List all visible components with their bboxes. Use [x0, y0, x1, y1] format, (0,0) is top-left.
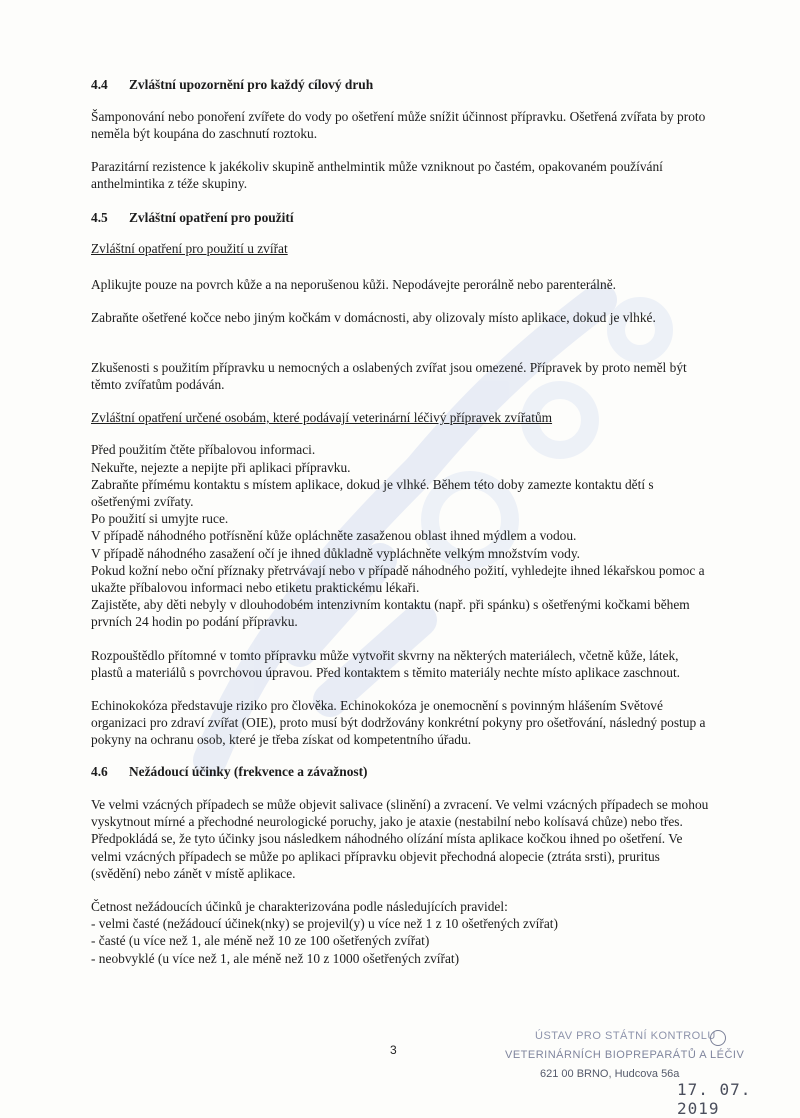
instruction-line: Po použití si umyjte ruce.	[91, 511, 229, 527]
frequency-item: - neobvyklé (u více než 1, ale méně než 10 z 1000 ošetřených zvířat)	[91, 950, 460, 966]
instruction-line: Zajistěte, aby děti nebyly v dlouhodobém intenzivním kontaktu (např. při spánku) s ošetřenými kočkami během prvních 24 hodin po podání přípravku.	[91, 597, 690, 630]
official-stamp	[505, 1030, 795, 1118]
paragraph: Parazitární rezistence k jakékoliv skupině anthelmintik může vzniknout po častém, opakovaném používání anthelmintika z téže skupiny.	[91, 158, 663, 191]
instruction-line: Před použitím čtěte příbalovou informaci.	[91, 442, 316, 458]
section-number: 4.5	[91, 210, 108, 226]
paragraph: Echinokokóza představuje riziko pro člověka. Echinokokóza je onemocnění s povinným hlášením Světové organizaci pro zdraví zvířat (OIE), proto musí být dodržovány konkrétní pokyny pro ošetřování, následný postup a pokyny na ochranu osob, které je třeba získat od kompetentního úřadu.	[91, 698, 706, 748]
section-number: 4.6	[91, 763, 108, 779]
section-4-6-heading	[91, 763, 711, 780]
section-title: Nežádoucí účinky (frekvence a závažnost)	[129, 763, 368, 779]
instruction-line: V případě náhodného zasažení očí je ihned důkladně vypláchněte velkým množstvím vody.	[91, 545, 580, 561]
section-4-5-heading	[91, 209, 711, 226]
frequency-intro: Četnost nežádoucích účinků je charakterizována podle následujících pravidel:	[91, 898, 508, 914]
stamp-emblem-icon	[710, 1030, 726, 1046]
document-body	[91, 76, 711, 967]
subheading-persons: Zvláštní opatření určené osobám, které podávají veterinární léčivý přípravek zvířatům	[91, 410, 553, 426]
section-number: 4.4	[91, 77, 108, 92]
section-title: Zvláštní upozornění pro každý cílový druh	[129, 77, 374, 92]
paragraph: Šamponování nebo ponoření zvířete do vody po ošetření může snížit účinnost přípravku. Ošetřená zvířata by proto neměla být koupána do zaschnutí roztoku.	[91, 109, 706, 142]
frequency-item: - velmi časté (nežádoucí účinek(nky) se projevil(y) u více než 1 z 10 ošetřených zvířat)	[91, 916, 558, 932]
instruction-line: Nekuřte, nejezte a nepijte při aplikaci přípravku.	[91, 459, 351, 475]
stamp-date: 17. 07. 2019	[677, 1080, 752, 1118]
subheading-animals: Zvláštní opatření pro použití u zvířat	[91, 241, 288, 257]
person-instructions	[91, 441, 711, 630]
paragraph: Rozpouštědlo přítomné v tomto přípravku může vytvořit skvrny na některých materiálech, včetně kůže, látek, plastů a materiálů s povrchovou úpravou. Před kontaktem s těmito materiály nechte místo aplikace zaschnout.	[91, 647, 681, 680]
paragraph: Zabraňte ošetřené kočce nebo jiným kočkám v domácnosti, aby olizovaly místo aplikace, dokud je vlhké.	[91, 309, 656, 325]
stamp-address: 621 00 BRNO, Hudcova 56a	[540, 1068, 680, 1080]
paragraph: Ve velmi vzácných případech se může objevit salivace (slinění) a zvracení. Ve velmi vzácných případech se mohou vyskytnout mírné a přechodné neurologické poruchy, jako je ataxie (nestabilní nebo kolísavá chůze) nebo třes. Předpokládá se, že tyto účinky jsou následkem náhodného olízání místa aplikace kočkou ihned po ošetření. Ve velmi vzácných případech se může po aplikaci přípravku objevit přechodná alopecie (ztráta srsti), pruritus (svědění) nebo zánět v místě aplikace.	[91, 796, 709, 881]
instruction-line: Pokud kožní nebo oční příznaky přetrvávají nebo v případě náhodného požití, vyhledejte ihned lékařskou pomoc a ukažte příbalovou informaci nebo etiketu praktickému lékaři.	[91, 562, 705, 596]
page-number: 3	[390, 1043, 397, 1057]
paragraph: Zkušenosti s použitím přípravku u nemocných a oslabených zvířat jsou omezené. Přípravek by proto neměl být těmto zvířatům podáván.	[91, 359, 687, 393]
stamp-line-1: ÚSTAV PRO STÁTNÍ KONTROLU	[535, 1030, 716, 1042]
section-title: Zvláštní opatření pro použití	[129, 210, 294, 226]
instruction-line: V případě náhodného potřísnění kůže opláchněte zasaženou oblast ihned mýdlem a vodou.	[91, 528, 577, 544]
frequency-list	[91, 915, 711, 967]
instruction-line: Zabraňte přímému kontaktu s místem aplikace, dokud je vlhké. Během této doby zamezte kontaktu dětí s ošetřenými zvířaty.	[91, 476, 654, 510]
stamp-line-2: VETERINÁRNÍCH BIOPREPARÁTŮ A LÉČIV	[505, 1049, 745, 1061]
paragraph: Aplikujte pouze na povrch kůže a na neporušenou kůži. Nepodávejte perorálně nebo parenterálně.	[91, 277, 616, 293]
section-4-4-heading	[91, 76, 711, 93]
frequency-item: - časté (u více než 1, ale méně než 10 ze 100 ošetřených zvířat)	[91, 933, 430, 949]
